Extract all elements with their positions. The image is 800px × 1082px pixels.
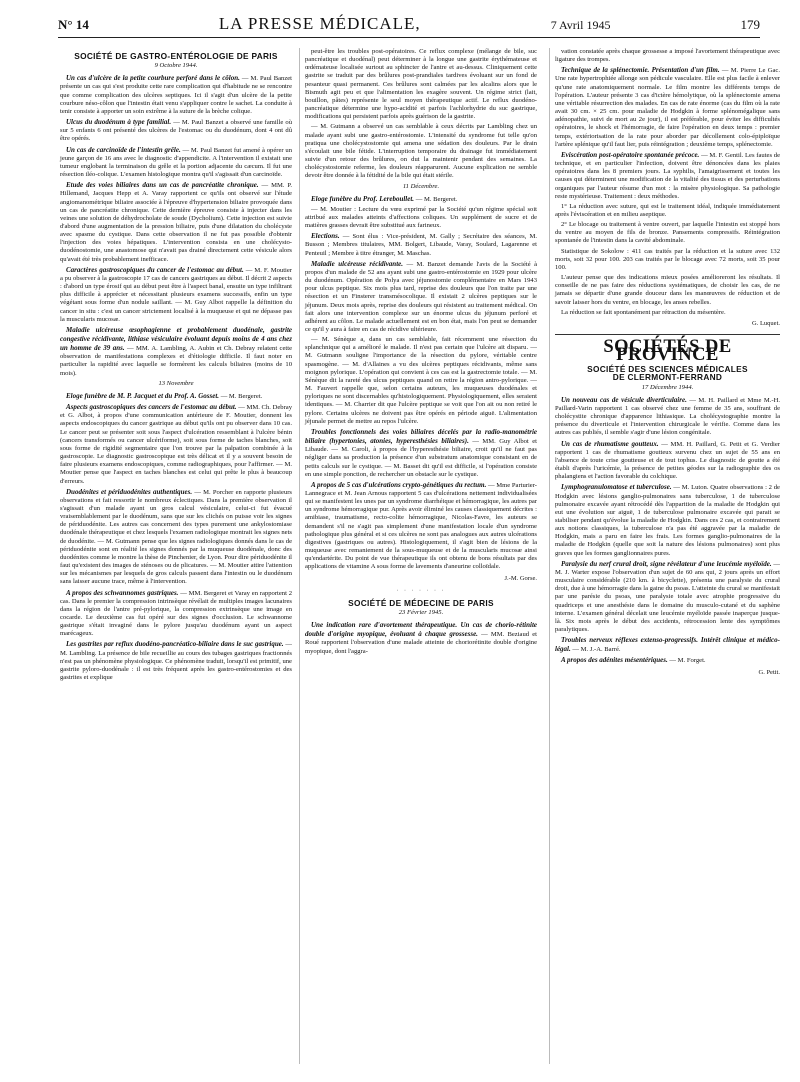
paragraph: vation constatée après chaque grossesse a imposé l'avortement thérapeutique avec ligature des trompes. bbox=[555, 48, 780, 64]
article bbox=[555, 656, 780, 665]
article-heading: Aspects gastroscopiques des cancers de l'estomac au début. bbox=[66, 403, 237, 412]
article-body: — M. Lambling. La présence de bile recueillie au cours des tubages gastriques fractionnés n'est pas un phénomène physiologique. Ce phénomène traduit, lorsqu'il est primitif, une gastrite pyloro-duodénale : il est très fréquent après les gastro-entérostomies et des gastrites et explique bbox=[60, 641, 292, 682]
society-title: SOCIÉTÉ DE MÉDECINE DE PARIS bbox=[348, 597, 494, 608]
article bbox=[60, 403, 292, 486]
paragraph: Statistique de Sokolow : 411 cas traités par la réduction et la suture avec 132 morts, soit 32 pour 100. 203 cas traités par le blocage avec 72 morts, soit 35 pour 100. bbox=[555, 247, 780, 271]
article-body: — M. J.-A. Barré. bbox=[572, 646, 621, 654]
article-body: — M. H. Paillard et Mme M.-H. Paillard-Varin rapportent 1 cas observé chez une femme de 35 ans, souffrant de cholécystite chronique d'apparence lithiasique. La cholécystographie montre la présence du diverticule et l'intervention chirurgicale le vérifie. Comme dans les autres cas publiés, il semble s'agir d'une lésion congénitale. bbox=[555, 396, 780, 437]
article bbox=[555, 636, 780, 654]
column-3 bbox=[555, 48, 780, 681]
article-heading: Un cas de carcinoïde de l'intestin grêle. bbox=[66, 145, 181, 154]
session-date: 11 Décembre. bbox=[402, 182, 440, 190]
paragraph: L'auteur pense que des indications mieux posées amélioreront les résultats. Il conseille de ne pas faire des réductions systématiques, de choisir les cas, de ne jamais se départir d'une grande douceur dans les manœuvres de réduction et de savoir laisser hors du ventre, en blocage, les anses rebelles. bbox=[555, 274, 780, 306]
article bbox=[60, 74, 292, 116]
paragraph: 1° La réduction avec suture, qui est le traitement idéal, indiquée immédiatement après l'éviscération et en milieu aseptique. bbox=[555, 202, 780, 218]
article bbox=[305, 481, 537, 572]
article-body: — Sont élus : Vice-président, M. Gally ; Secrétaire des séances, M. Busson ; Membres titulaires, MM. Bolgert, Libaude, Varay, Soulard, Lagarenne et Penteuil ; Membre à titre étranger, M. Maschas. bbox=[305, 233, 537, 257]
column-1 bbox=[60, 48, 292, 684]
article-body: — M. Paul Banzet a observé une famille où sur 5 enfants 6 ont présenté des ulcères de l'estomac ou du duodénum, dont 4 ont dû être opérés. bbox=[60, 119, 293, 143]
article-body: — MM. P. Hillemand, Jacques Hepp et A. Varay rapportent ce qu'ils ont observé sur l'étude angiomanométrique biliaire associée à l'épreuve d'hypertension biliaire provoquée dans un cas de pancréatite chronique. Cette dernière épreuve consiste à injecter dans les veines une solution de déhydrocholate de soude (Dycholium). Cette injection est suivie d'abord d'une augmentation de la pression biliaire, puis d'une dilatation du cholécyste avec spasme du cystique. Dans cette observation il ne fut pas possible d'obtenir l'injection des voies hépatiques. L'intervention consista en une cholécysto-duodénostomie, une anastomose qui n'avait pas drainé directement cette vésicule alors qu'avait été très probablement inefficace. bbox=[60, 182, 292, 263]
article-body: — M. Banzet demande l'avis de la Société à propos d'un malade de 52 ans ayant subi une gastro-entérostomie en 1929 pour ulcère du duodénum. Opération de Polya avec jéjunostomie complémentaire en Mars 1943 pour ulcus peptique. Six mois plus tard, reprise des douleurs que l'on traite par une résection et un Finsterer transmésocolique. Il existait 2 ulcères peptiques sur le jéjunum. Deux mois après, reprise des douleurs qui résistent au traitement médical. On fait alors une intervention complexe sur un énorme ulcus du jéjunum perforé et adhérent au côlon. Le malade actuellement est en bon état, mais l'on peut se demander ce qu'il y aura à faire en cas de récidive ultérieure. bbox=[305, 260, 538, 333]
page-number: 179 bbox=[740, 17, 760, 32]
issue-date: 7 Avril 1945 bbox=[550, 18, 611, 32]
article-body: — M. Porcher en rapporte plusieurs observations et fait ressortir le nombreux éclectiques. Dans la première observation il s'agissait d'un malade ayant un gros calcul vésiculaire, celui-ci fut évacué vraisemblablement par le duodénum, sans que sur les clichés on puisse voir les signes de périduodénite. Les autres cas concernent des types purement une ankylostomiase duodénale thérapeutique et chez lesquels l'examen radiologique montrait les signes nets de duodénite. — M. Gutmann pense que les signes radiologiques donnés dans le cas de périduodénite sont en réalité les signes donnés par la muqueuse duodénale, donc des duodénites comme le montre la thèse de Pinchenier, de Lyon. Pour dire périduodénite il faut qu'existent des images de sténoses ou de plicatures. — M. Moutier attire l'attention sur les mécanismes par lesquels de gros calculs passent dans l'intestin ou le duodénum sans laisser aucune trace, même à l'intervention. bbox=[60, 488, 292, 586]
article-body: — M. F. Moutier a pu observer à la gastroscopie 17 cas de cancers gastriques au début. Il décrit 2 aspects : d'abord un type érosif qui au début peut être à l'aspect banal, ensuite un type infiltrant plus difficile à apprécier et nécessitant plusieurs examens successifs, enfin un type végétant sous forme d'un nodule saillant. — M. Guy Albot rappelle la définition du cancer in situ : c'est un cancer strictement localisé à la muqueuse et qui ne dépasse pas la muscularis mucosæ. bbox=[60, 266, 292, 323]
society-title: SOCIÉTÉ DE GASTRO-ENTÉROLOGIE DE PARIS bbox=[74, 51, 278, 61]
article bbox=[305, 260, 537, 334]
column-divider bbox=[549, 48, 550, 1064]
article-body: — MM. Guy Albot et Libaude. — M. Caroli, à propos de l'hyperesthésie biliaire, croit qu'il ne faut pas négliger dans sa production la présence d'un substratum anatomique consistant en de petits calculs sur le cystique. — M. Basset dit qu'il est difficile, si l'opération consiste en une simple ponction, de rechercher un obstacle sur le cystique. bbox=[305, 438, 537, 478]
article-body: — MM. A. Lambling, A. Aubin et Ch. Debray relatent cette observation de manifestations complexes et d'étiologie difficile. Il faut noter en particulier la rapidité avec laquelle se formèrent les calculs biliaires (moins de 10 mois). bbox=[60, 345, 292, 377]
article bbox=[60, 640, 292, 682]
article-heading: Elections. bbox=[311, 232, 340, 241]
article-heading: Eviscération post-opératoire spontanée précoce. bbox=[561, 150, 700, 159]
article-body: — MM. Bergeret et Varay en rapportent 2 cas. Dans le premier la compression intrinsèque révélait de multiples images lacunaires dans la région de l'antre pré-pylorique, la compression extrinsèque une image en cocarde. Le deuxième cas fut opéré sur des signes d'occlusion. Le schwannome gastrique s'était invaginé dans le pylore jusqu'au duodénum ayant un aspect marécageux. bbox=[60, 589, 292, 638]
article bbox=[305, 195, 537, 204]
article bbox=[60, 589, 292, 639]
article-heading: Troubles fonctionnels des voies biliaires décelés par la radio-manométrie biliaire (hypertonies, atonies, hyperesthésies biliaires). bbox=[305, 427, 537, 446]
article-heading: Duodénites et périduodénites authentiques. bbox=[66, 487, 193, 496]
section-rule bbox=[555, 334, 780, 335]
article-heading: Les gastrites par reflux duodéno-pancréatico-biliaire dans le suc gastrique. bbox=[66, 640, 284, 649]
article-body: — M. J. Warter expose l'observation d'un sujet de 60 ans qui, 2 jours après un effort musculaire considérable (210 km. à bicyclette), présenta une paralysie du crural droit, due à une hémorragie dans la gaine du psoas. L'atteinte du crural se manifestait par une parésie du psoas, une paralysie totale avec atrophie progressive du quadriceps et une anesthésie dans le domaine du musculo-cutané et du saphène interne. L'examen général décelait une leucémie myéloïde passée inaperçue jusque-là. Six mois après le début des accidents, rétrocession lente des symptômes paralytiques. bbox=[555, 560, 780, 633]
article-heading: Un cas d'ulcère de la petite courbure perforé dans le côlon. bbox=[66, 74, 240, 83]
society-title-line: DE CLERMONT-FERRAND bbox=[612, 372, 723, 383]
article bbox=[60, 488, 292, 587]
article-heading: Une indication rare d'avortement thérapeutique. Un cas de chorio-rétinite double d'origine myopique, évoluant à chaque grossesse. bbox=[305, 621, 537, 639]
article-body: — M. F. Gentil. Les fautes de technique, et en particulier l'infection, doivent être dénoncées dans les plaies opératoires dans les 8 premiers jours. La syphilis, l'amaigrissement et toutes les causes qui déterminent une modification de la vitalité des tissus et des perturbations organiques par l'auteur résume d'un mot : la misère physiologique. Sa pathologie reste mystérieuse. Traitement : deux méthodes. bbox=[555, 151, 780, 200]
society-title-line: SOCIÉTÉ DES SCIENCES MÉDICALES bbox=[587, 364, 748, 375]
article bbox=[60, 266, 292, 324]
article-body: — Mme Parturier-Lannegrace et M. Jean Arnous rapportent 5 cas d'ulcérations nettement individualisées qui se manifestent les unes par un syndrome diarrhéique et hémorragique, les autres par un syndrome hémorragique pur. Après avoir éliminé les causes classiquement décrites : amibiase, traumatisme, recto-colite hémorragique, Nicolas-Favre, les auteurs se demandent s'il ne s'agit pas simplement d'une manifestation locale d'un syndrome pathologique plus général et si ces ulcères ne sont pas analogues aux autres ulcérations digestives (gastriques ou autres). Histologiquement, il s'agit bien de lésions de la muqueuse avec remaniement de la sous-muqueuse et de la muscularis mucosæ ainsi qu'endartérite. Du point de vue thérapeutique ils ont obtenu de bons résultats par des applications de vitamine A sous forme de lavements d'aneurine colloïdale. bbox=[305, 481, 537, 571]
session-date: 23 Février 1945. bbox=[398, 609, 444, 616]
article bbox=[60, 181, 292, 264]
session-date: 9 Octobre 1944. bbox=[154, 62, 198, 70]
signature: G. Petit. bbox=[758, 668, 780, 676]
article bbox=[555, 151, 780, 201]
article bbox=[60, 326, 292, 378]
article bbox=[555, 560, 780, 634]
article-body: — MM. Ch. Debray et G. Albot, à propos d'une communication antérieure de F. Moutier, donnent les aspects endoscopiques du cancer gastrique au début qu'ils ont pu observer dans 10 cas. Le cancer peut se présenter soit sous l'aspect d'ulcération ressemblant à l'ulcère bénin (cancers transformés ou cancer ulcériforme), soit sous forme de taches blanches, soit sous forme de rigidité segmentaire que l'on trouve par la palpation combinée à la gastroscopie. Le diagnostic gastroscopique est très délicat et il y a souvent besoin de faire plusieurs examens endoscopiques, comme radiographiques, pour l'affirmer. — M. Moutier pense que l'aspect en taches blanches est celui qui prête le plus à beaucoup d'erreurs. bbox=[60, 404, 292, 485]
article-heading: Paralysie du nerf crural droit, signe révélateur d'une leucémie myéloïde. bbox=[561, 559, 772, 568]
article bbox=[60, 392, 292, 401]
article bbox=[555, 483, 780, 557]
article-heading: Eloge funèbre du Prof. Lereboullet. bbox=[311, 194, 415, 203]
article bbox=[555, 66, 780, 149]
signature: G. Luquet. bbox=[752, 319, 780, 327]
header-rule bbox=[58, 37, 760, 38]
article bbox=[555, 396, 780, 438]
article bbox=[305, 621, 537, 656]
paragraph: La réduction se fait spontanément par rétraction du mésentère. bbox=[561, 308, 726, 316]
article-heading: Un cas de rhumatisme goutteux. bbox=[561, 439, 659, 448]
session-date: 13 Novembre bbox=[158, 379, 194, 387]
article-heading: Lymphogranulomatose et tuberculose. bbox=[561, 483, 672, 492]
article-heading: A propos des adénites mésentériques. bbox=[561, 656, 668, 665]
page-header bbox=[58, 14, 760, 36]
paragraph: — M. Moutier : Lecture du vœu exprimé par la Société qu'un régime spécial soit attribué aux malades atteints d'affections coliques. Un supplément de sucre et de matières grasses devrait être substitué aux farineux. bbox=[305, 205, 537, 230]
paragraph: peut-être les troubles post-opératoires. Ce reflux complexe (mélange de bile, suc pancréatique et duodénal) peut déterminer à la longue une gastrite érythémateuse et œdémateuse localisée surtout au sphincter de l'antre et au-dessus. Cliniquement cette gastrite se traduit par des brûlures post-prandiales tardives évoluant sur un fond de pesanteur quasi permanent. Ces brûlures sont calmées par les alcalins alors que le Bismuth agit peu et que l'alimentation les exagère souvent. Un régime strict (lait, bouillon, pâtes) représente le seul moyen thérapeutique actif. Le reflux duodéno-pancréatique détermine une hypo-acidité et parfois l'achlorhydrie du suc gastrique, modifications qui persistent parfois après guérison de la gastrite. bbox=[305, 48, 537, 121]
article-body: — MM. Beziaud et Roué rapportent l'observation d'une malade atteinte de choriorétinite double d'origine myopique, dont l'aggra- bbox=[305, 631, 537, 655]
article-heading: Un nouveau cas de vésicule diverticulaire. bbox=[561, 395, 687, 404]
society-title bbox=[555, 365, 780, 381]
signature: J.-M. Gorse. bbox=[504, 574, 537, 582]
article-heading: Troubles nerveux réflexes extenso-progressifs. Intérêt clinique et médico-légal. bbox=[555, 636, 780, 654]
article bbox=[60, 146, 292, 180]
article-heading: Caractères gastroscopiques du cancer de l'estomac au début. bbox=[66, 265, 244, 274]
article-body: — M. Paul Banzet fut amené à opérer un jeune garçon de 16 ans avec le diagnostic d'appendicite. A l'intervention il existait une tumeur englobant la terminaison du grêle et la portion adjacente du cæcum. Il fut une résection iléo-colique. L'examen histologique montra qu'il s'agissait d'un carcinoïde. bbox=[60, 146, 292, 179]
article bbox=[60, 118, 292, 143]
article-heading: Maladie ulcéreuse récidivante. bbox=[311, 259, 404, 268]
paragraph: — M. Sénèque a, dans un cas semblable, fait récemment une résection du splanchnique qui a amélioré le malade. Il n'est pas certain que l'ulcère ait disparu. — M. Gutmann souligne l'importance de la résection du pylore, véritable centre spasmogène. — M. d'Allaines a vu des ulcères peptiques récidivants, même sans moignon pylorique. L'opération qui convient à ces cas est la gastrectomie totale. — M. Sénèque dit la rareté des ulcus peptiques quand on retire la région antro-pylorique. — M. Fauvert rappelle que, selon certains auteurs, les muqueuses duodénales et pyloriques ne sont discernables qu'histologiquement. Physiologiquement, elles seraient identiques. — M. Charrier dit que l'ulcère peptique se voit que l'on ait ou non retiré le pylore. Certains ulcères ne doivent pas être opérés en période aiguë. L'alimentation jéjunale permet de mettre au repos l'ulcère. bbox=[305, 336, 537, 425]
column-2 bbox=[305, 48, 537, 658]
article-body: — M. Bergeret. bbox=[415, 195, 458, 203]
article-heading: Technique de la splénectomie. Présentation d'un film. bbox=[561, 66, 720, 75]
article-heading: A propos de 5 cas d'ulcérations crypto-génétiques du rectum. bbox=[311, 480, 487, 489]
article-body: — M. Forget. bbox=[669, 657, 706, 665]
article bbox=[555, 440, 780, 482]
article-heading: Eloge funèbre de M. P. Jacquet et du Prof. A. Gosset. bbox=[66, 391, 220, 400]
article-body: — MM. H. Paillard, G. Petit et G. Verdier rapportent 1 cas de rhumatisme goutteux survenu chez un sujet de 55 ans en l'absence de toute crise goutteuse et de tout tophus. Le diagnostic de goutte a été établi d'après l'uricémie, la présence de petites géodes sur la radiographie des os phalangiens et l'action favorable du colchique. bbox=[555, 440, 780, 481]
article-heading: Maladie ulcéreuse œsophagienne et probablement duodénale, gastrite congestive récidivante, lithiase vésiculaire évoluant depuis moins de 4 ans chez un homme de 39 ans. bbox=[60, 325, 292, 353]
session-date: 17 Décembre 1944. bbox=[641, 383, 694, 391]
article bbox=[305, 428, 537, 479]
article-body: — M. Luton. Quatre observations : 2 de Hodgkin avec lésions ganglio-pulmonaires sans tuberculose, 1 de tuberculose pulmonaire excavée ayant rétrocédé dès l'apparition de la maladie de Hodgkin qui eut une évolution sur aiguë, 1 de tuberculose pulmonaire excavée qui parait se stabiliser pendant qu'évolue la maladie de Hodgkin. Dans ces 2 cas, et contrairement aux notions classiques, la tuberculose n'a pas été aggravée par la maladie de Hodgkin, mais a paru en faire les frais. Les formes ganglio-pulmonaires de la maladie de Hodgkin (quelle que soit la nature des lésions pulmonaires) sont plus graves que les formes ganglionnaires pures. bbox=[555, 484, 780, 557]
article-heading: A propos des schwannomes gastriques. bbox=[66, 588, 179, 597]
article-body: — M. Paul Banzet présente un cas qui s'est produite cette rare complication qui d'habitude ne se rencontre que comme complication des ulcères septiques. Ici il s'agit d'un ulcère de la petite courbure néso-côlon que l'intestin était venu s'appliquer contre le sachet. La conduite à tenir consiste à apporter un soin extrême à la suture de la brèche colique. bbox=[60, 75, 293, 115]
paragraph: — M. Gutmann a observé un cas semblable à ceux décrits par Lambling chez un malade ayant subi une gastro-entérostomie. L'intensité du syndrome fut telle qu'on pratiqua une cholécystostomie qui amena une sédation des douleurs. Par le drain s'écoulait une bile fétide. L'interruption temporaire du drainage fut immédiatement suivie d'un retour des brûlures, on dut la maintenir pendant des semaines. La cholécystostomie referme, les douleurs réapparurent. Aucune explication ne semble devoir être donnée à la fétidité de la bile qui était stérile. bbox=[305, 123, 537, 180]
article-body: — M. Pierre Le Gac. Une rate hypertrophiée allonge son pédicule vasculaire. Elle est plus facile à enlever qu'une rate anatomiquement normale. Le film montre les différents temps de l'opération. L'auteur présente 3 cas d'ictère hémolytique, où la splénectomie amena une véritable résurrection des malades. En cas de rate énorme (cas du film où la rate avait 30 cm. × 25 cm. pour maladie de Hodgkin à forme splénomégalique sans adénopathie, suivi de mort au 2e jour), il est préférable, pour éviter les difficultés opératoires, le shock et l'hémorragie, de faire l'opération en deux temps : premier temps, extériorisation de la rate pour aborder par décollement colo-épiploïque l'artère splénique qu'il faut lier, puis réintégration ; deuxième temps, splénectomie. bbox=[555, 67, 780, 148]
issue-number: N° 14 bbox=[58, 17, 89, 32]
section-title: SOCIÉTÉS DE PROVINCE bbox=[603, 337, 732, 366]
article-heading: Etude des voies biliaires dans un cas de pancréatite chronique. bbox=[66, 181, 259, 190]
paragraph: 2° Le blocage ou traitement à ventre ouvert, par laquelle l'intestin est stoppé hors du ventre au moyen de fils de bronze. Pansements compressifs. Réintégration spontanée de l'intestin dans la cavité abdominale. bbox=[555, 221, 780, 245]
section-separator: · · · · · · · bbox=[396, 587, 446, 594]
article-body: — M. Bergeret. bbox=[220, 392, 263, 400]
column-divider bbox=[299, 48, 300, 1064]
journal-title: LA PRESSE MÉDICALE, bbox=[218, 14, 421, 33]
article-heading: Ulcus du duodénum à type familial. bbox=[66, 118, 172, 127]
article bbox=[305, 232, 537, 257]
